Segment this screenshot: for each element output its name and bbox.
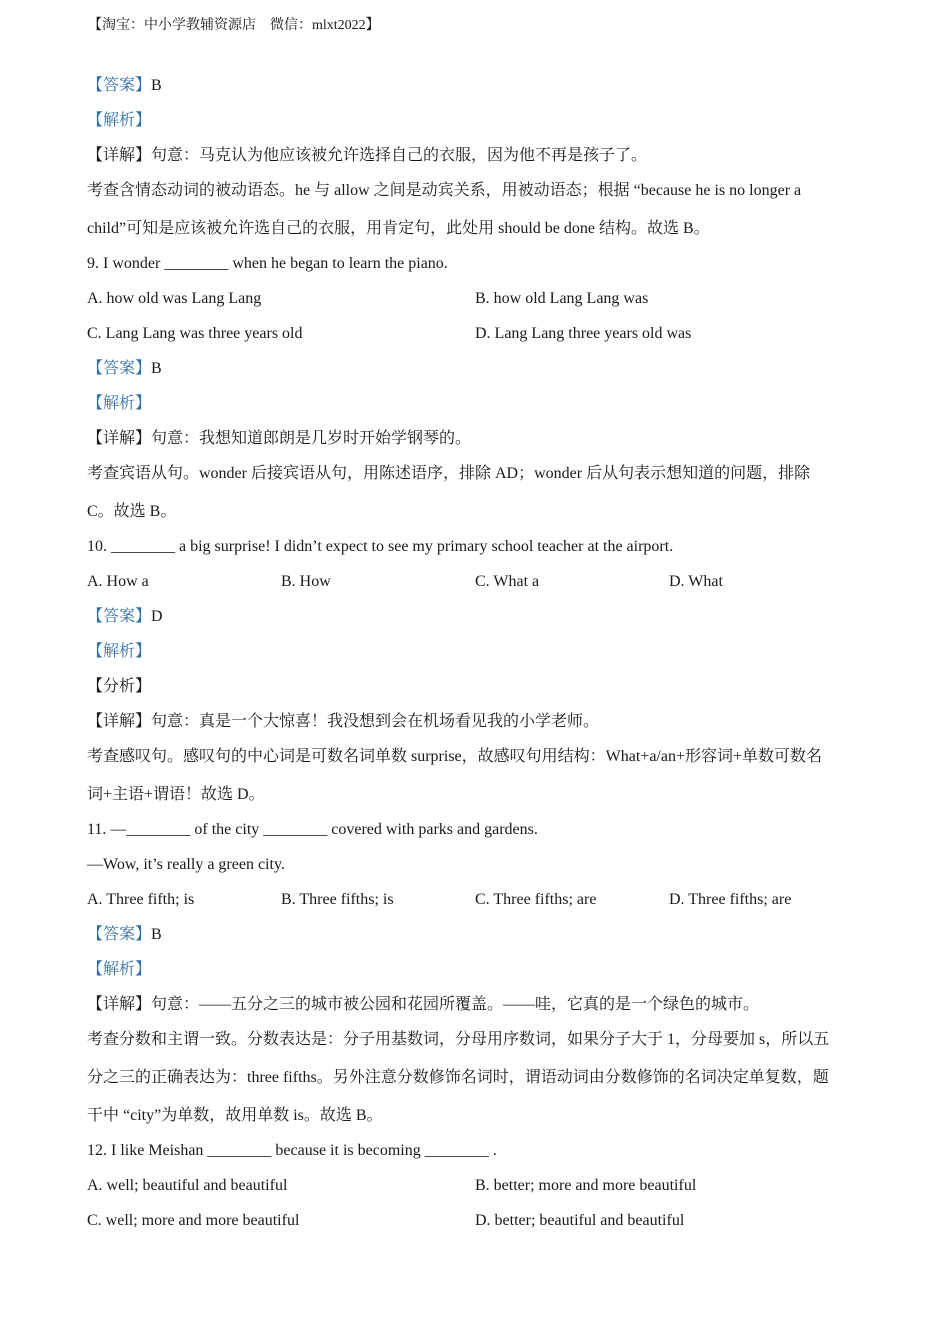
option-b: B. how old Lang Lang was [475,290,649,307]
question-stem: 9. I wonder ________ when he began to learn the piano. [87,255,448,272]
explanation-line: 词+主语+谓语！故选 D。 [87,786,265,803]
options-row [87,886,872,921]
detail-line: 【详解】句意：——五分之三的城市被公园和花园所覆盖。——哇，它真的是一个绿色的城市。 [87,996,760,1013]
analysis-label: 【解析】 [87,112,152,129]
options-row [87,1172,872,1207]
explanation-line: C。故选 B。 [87,503,177,520]
options-row [87,568,872,603]
answer-value: B [151,360,162,377]
option-a: A. How a [87,573,149,590]
detail-label: 【详解】 [87,147,152,164]
page-header: 【淘宝：中小学教辅资源店 微信：mlxt2022】 [88,18,380,33]
option-c: C. What a [475,573,540,590]
detail-label: 【详解】 [87,713,152,730]
question-stem: 11. —________ of the city ________ covered with parks and gardens. [87,821,538,838]
analysis-label: 【解析】 [87,961,152,978]
option-d: D. What [669,573,723,590]
option-c: C. well; more and more beautiful [87,1212,300,1229]
option-b: B. Three fifths; is [281,891,394,908]
option-a: A. Three fifth; is [87,891,195,908]
answer-value: B [151,926,162,943]
question-stem: 10. ________ a big surprise! I didn’t expect to see my primary school teacher at the airport. [87,538,674,555]
answer-line [87,72,872,107]
option-d: D. Lang Lang three years old was [475,325,692,342]
answer-line [87,921,872,956]
explanation-line: 分之三的正确表达为：three fifths。另外注意分数修饰名词时，谓语动词由分数修饰的名词决定单复数，题 [87,1069,829,1086]
option-a: A. how old was Lang Lang [87,290,262,307]
answer-label: 【答案】 [87,926,152,943]
question-stem-response: —Wow, it’s really a green city. [87,856,285,873]
question-stem: 12. I like Meishan ________ because it is becoming ________ . [87,1142,497,1159]
options-row [87,320,872,355]
option-b: B. better; more and more beautiful [475,1177,697,1194]
explanation-line: 考查感叹句。感叹句的中心词是可数名词单数 surprise，故感叹句用结构：What+a/an+形容词+单数可数名 [87,748,823,765]
option-c: C. Three fifths; are [475,891,597,908]
detail-line: 【详解】句意：真是一个大惊喜！我没想到会在机场看见我的小学老师。 [87,713,600,730]
option-b: B. How [281,573,331,590]
document-body [87,72,872,1242]
fenxi-label: 【分析】 [87,678,152,695]
answer-label: 【答案】 [87,608,152,625]
option-a: A. well; beautiful and beautiful [87,1177,288,1194]
options-row [87,285,872,320]
detail-line: 【详解】句意：马克认为他应该被允许选择自己的衣服，因为他不再是孩子了。 [87,147,648,164]
analysis-label: 【解析】 [87,643,152,660]
detail-label: 【详解】 [87,430,152,447]
explanation-line: child”可知是应该被允许选自己的衣服，用肯定句，此处用 should be done 结构。故选 B。 [87,220,710,237]
option-c: C. Lang Lang was three years old [87,325,303,342]
analysis-label: 【解析】 [87,395,152,412]
option-d: D. Three fifths; are [669,891,792,908]
explanation-line: 干中 “city”为单数，故用单数 is。故选 B。 [87,1107,383,1124]
options-row [87,1207,872,1242]
detail-line: 【详解】句意：我想知道郎朗是几岁时开始学钢琴的。 [87,430,472,447]
answer-value: B [151,77,162,94]
explanation-line: 考查含情态动词的被动语态。he 与 allow 之间是动宾关系，用被动语态；根据 “because he is no longer a [87,182,802,199]
answer-label: 【答案】 [87,77,152,94]
answer-line [87,603,872,638]
answer-label: 【答案】 [87,360,152,377]
explanation-line: 考查宾语从句。wonder 后接宾语从句，用陈述语序，排除 AD；wonder 后从句表示想知道的问题，排除 [87,465,811,482]
answer-value: D [151,608,163,625]
explanation-line: 考查分数和主谓一致。分数表达是：分子用基数词，分母用序数词，如果分子大于 1，分母要加 s，所以五 [87,1031,830,1048]
detail-label: 【详解】 [87,996,152,1013]
option-d: D. better; beautiful and beautiful [475,1212,685,1229]
answer-line [87,355,872,390]
